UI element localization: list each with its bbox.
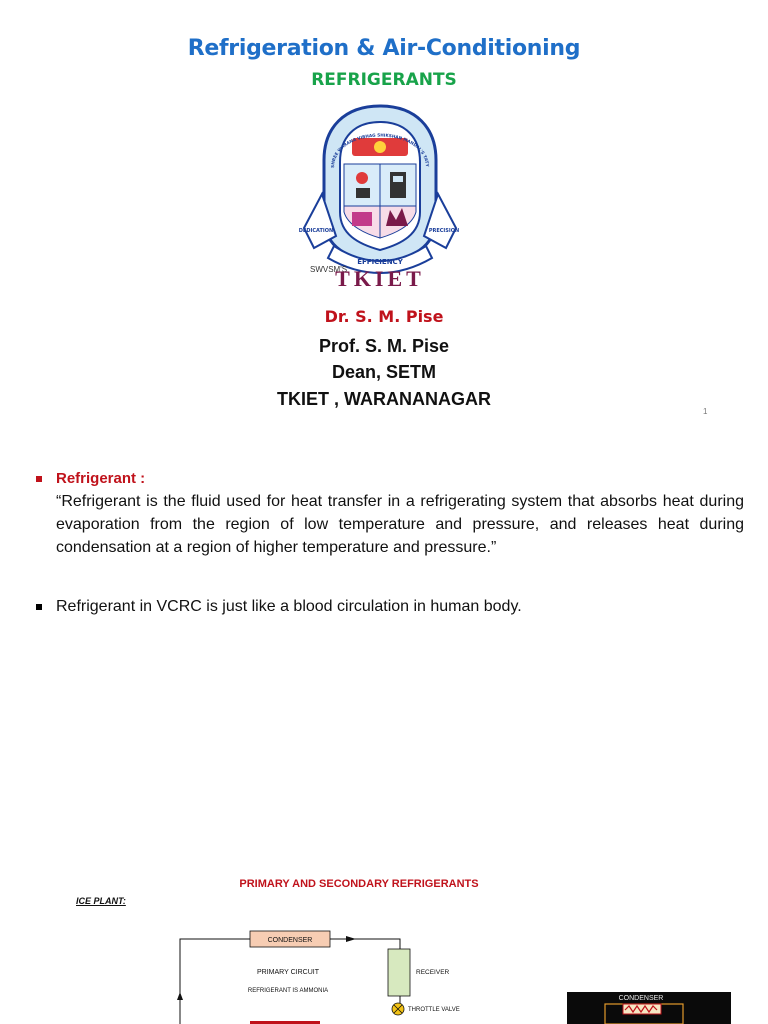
slide-subtitle: ICE PLANT: bbox=[76, 896, 126, 906]
title-slide bbox=[0, 0, 768, 430]
logo-banner-right: PRECISION bbox=[428, 228, 460, 234]
bullet-text: Refrigerant in VCRC is just like a blood circulation in human body. bbox=[56, 598, 522, 615]
bullet-refrigerant-definition bbox=[36, 470, 746, 580]
author-title-line: Prof. S. M. Pise bbox=[318, 336, 450, 356]
refrigerant-label: REFRIGERANT IS AMMONIA bbox=[247, 988, 329, 994]
bullet-heading: Refrigerant : bbox=[56, 470, 146, 487]
primary-circuit-label: PRIMARY CIRCUIT bbox=[257, 969, 319, 976]
refrigerants-diagram-slide bbox=[0, 850, 768, 1024]
page-number: 1 bbox=[703, 407, 708, 416]
slide-subtitle: REFRIGERANTS bbox=[311, 70, 457, 90]
slide-title: PRIMARY AND SECONDARY REFRIGERANTS bbox=[239, 878, 479, 890]
bullet-square-icon bbox=[36, 476, 42, 482]
logo-abbr-small: SWVSM'S bbox=[310, 265, 348, 274]
institute-logo bbox=[286, 98, 474, 288]
condenser-label: CONDENSER bbox=[267, 937, 313, 944]
logo-arc-text: SHREE WARANA VIBHAG SHIKSHAN MANDAL'S TATY bbox=[329, 132, 430, 168]
tkiet-emblem bbox=[286, 98, 474, 288]
author-institute-line: TKIET , WARANANAGAR bbox=[277, 389, 491, 409]
logo-banner-left: DEDICATION bbox=[298, 228, 334, 234]
circuit-line-top bbox=[330, 939, 400, 949]
circuit-line-left bbox=[180, 939, 250, 1024]
definition-slide bbox=[0, 430, 768, 850]
receiver-label: RECEIVER bbox=[416, 969, 450, 976]
author-role-line: Dean, SETM bbox=[331, 362, 437, 382]
slide-title: Refrigeration & Air-Conditioning bbox=[187, 36, 581, 61]
flow-arrow-icon bbox=[177, 992, 183, 1000]
secondary-circuit-image bbox=[567, 992, 731, 1024]
logo-abbr: TKIET bbox=[335, 266, 425, 288]
bullet-body: “Refrigerant is the fluid used for heat transfer in a refrigerating system that absorbs heat during evaporation from the region of low temperature and pressure, and releases heat during condensation at a region of higher temperature and pressure.” bbox=[56, 493, 744, 556]
flow-arrow-icon bbox=[346, 936, 356, 942]
receiver-box bbox=[388, 949, 410, 996]
logo-banner-bottom: EFFICIENCY bbox=[357, 258, 403, 266]
bullet-vcrc bbox=[36, 598, 746, 628]
bullet-square-icon bbox=[36, 604, 42, 610]
secondary-circuit-panel bbox=[567, 992, 731, 1024]
author-name: Dr. S. M. Pise bbox=[324, 307, 444, 326]
panel-condenser-label: CONDENSER bbox=[618, 995, 664, 1002]
throttle-valve-label: THROTTLE VALVE bbox=[408, 1007, 460, 1013]
